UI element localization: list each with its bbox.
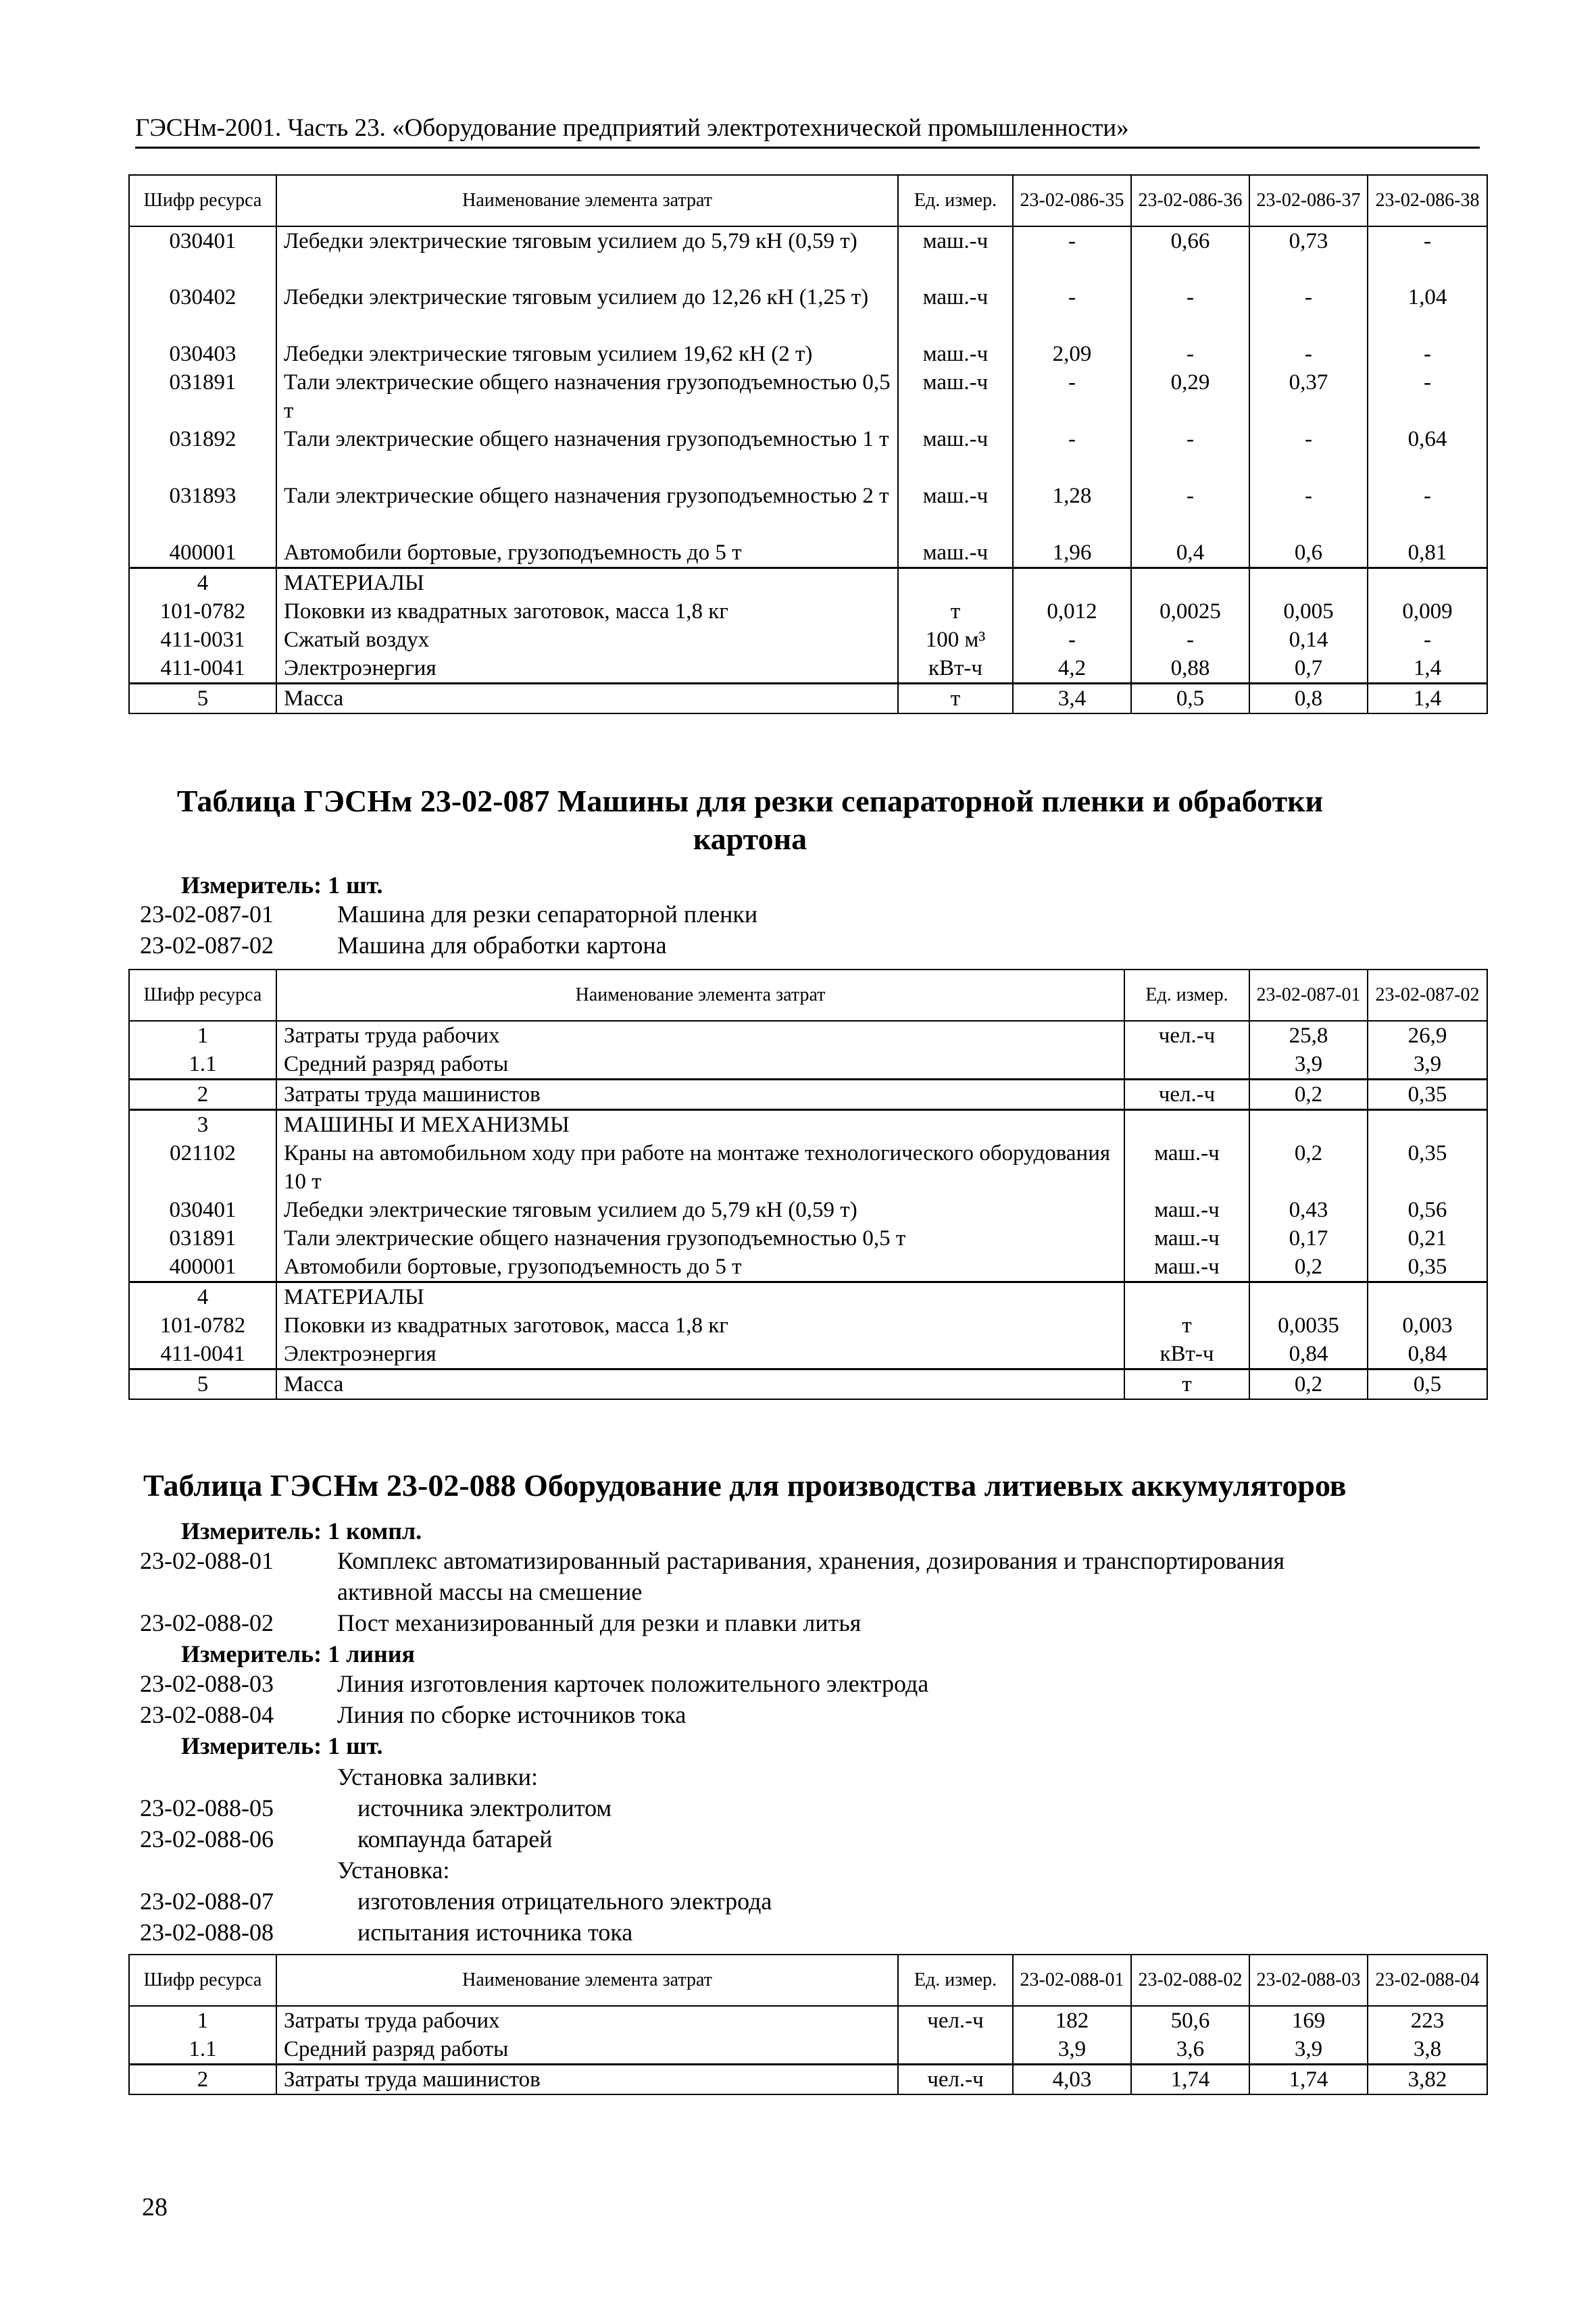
table3-body [129,2006,1487,2094]
resource-code-cell: 4 [129,568,276,598]
table-row [129,1369,1487,1400]
value-cell: - [1249,283,1368,340]
value-cell: 0,84 [1368,1340,1487,1369]
value-cell: - [1013,425,1131,482]
value-cell [1249,568,1368,598]
col-header-086-38: 23-02-086-38 [1368,175,1487,226]
resource-code-cell: 1.1 [129,1050,276,1080]
unit-cell: маш.-ч [1124,1196,1249,1224]
value-cell: - [1131,425,1249,482]
resource-code-cell: 4 [129,1282,276,1312]
table-088-item-6: 23-02-088-06 компаунда батарей [140,1826,553,1853]
unit-cell: чел.-ч [898,2006,1013,2035]
value-cell: 0,37 [1249,368,1368,425]
value-cell: 3,9 [1368,1050,1487,1080]
table-row [129,597,1487,626]
resource-code-cell: 030403 [129,340,276,368]
table-row [129,1050,1487,1080]
table-088-item-2: 23-02-088-02 Пост механизированный для резки и плавки литья [140,1609,862,1636]
table-row [129,1340,1487,1369]
cost-element-cell: МАТЕРИАЛЫ [276,1282,1124,1312]
cost-element-cell: Затраты труда рабочих [276,2006,898,2035]
unit-cell: т [1124,1311,1249,1340]
table-088-item-1: 23-02-088-01 Комплекс автоматизированный растаривания, хранения, дозирования и транспортирования [140,1547,1285,1574]
col-header-086-35: 23-02-086-35 [1013,175,1131,226]
resource-code-cell: 031891 [129,368,276,425]
value-cell: 0,003 [1368,1311,1487,1340]
value-cell [1368,568,1487,598]
unit-cell [1124,1050,1249,1080]
value-cell: - [1131,340,1249,368]
table-088-item-4: 23-02-088-04 Линия по сборке источников тока [140,1701,687,1728]
table-row [129,2065,1487,2095]
col-header-name: Наименование элемента затрат [276,970,1124,1021]
resource-code-cell: 030402 [129,283,276,340]
value-cell: 0,35 [1368,1253,1487,1282]
cost-element-cell: Тали электрические общего назначения грузоподъемностью 0,5 т [276,368,898,425]
value-cell: 0,88 [1131,654,1249,684]
value-cell: 223 [1368,2006,1487,2035]
unit-cell: маш.-ч [898,368,1013,425]
cost-element-cell: Лебедки электрические тяговым усилием до 5,79 кН (0,59 т) [276,1196,1124,1224]
resource-code-cell: 101-0782 [129,1311,276,1340]
table-row [129,283,1487,340]
table-row [129,226,1487,283]
value-cell: - [1013,226,1131,283]
value-cell: 0,21 [1368,1224,1487,1253]
cost-element-cell: МАТЕРИАЛЫ [276,568,898,598]
unit-cell: маш.-ч [1124,1139,1249,1196]
unit-cell: т [898,597,1013,626]
col-header-code: Шифр ресурса [129,970,276,1021]
value-cell: - [1368,482,1487,538]
cost-element-cell: Масса [276,684,898,714]
unit-cell: маш.-ч [1124,1253,1249,1282]
cost-element-cell: Затраты труда машинистов [276,2065,898,2095]
value-cell: 1,28 [1013,482,1131,538]
value-cell: 0,0035 [1249,1311,1368,1340]
unit-cell: кВт-ч [1124,1340,1249,1369]
table-row [129,340,1487,368]
table-086-continued [128,174,1488,714]
resource-code-cell: 411-0031 [129,626,276,654]
unit-cell [1124,1282,1249,1312]
value-cell: 0,35 [1368,1139,1487,1196]
col-header-unit: Ед. измер. [1124,970,1249,1021]
resource-code-cell: 030401 [129,226,276,283]
cost-element-cell: Масса [276,1369,1124,1400]
resource-code-cell: 031891 [129,1224,276,1253]
value-cell: 0,2 [1249,1253,1368,1282]
value-cell: - [1013,626,1131,654]
value-cell: - [1131,482,1249,538]
unit-cell: чел.-ч [898,2065,1013,2095]
value-cell: 0,6 [1249,538,1368,568]
resource-code-cell: 1 [129,1021,276,1050]
value-cell: 1,4 [1368,654,1487,684]
value-cell: 1,74 [1131,2065,1249,2095]
table-088-group-1: Установка заливки: [337,1763,538,1790]
value-cell: 0,84 [1249,1340,1368,1369]
cost-element-cell: Средний разряд работы [276,2035,898,2065]
running-header: ГЭСНм-2001. Часть 23. «Оборудование предприятий электротехнической промышленности» [135,114,1480,149]
unit-cell: маш.-ч [898,538,1013,568]
cost-element-cell: Автомобили бортовые, грузоподъемность до 5 т [276,538,898,568]
resource-code-cell: 411-0041 [129,654,276,684]
value-cell: 3,4 [1013,684,1131,714]
resource-code-cell: 031893 [129,482,276,538]
col-header-unit: Ед. измер. [898,175,1013,226]
value-cell: - [1013,368,1131,425]
resource-code-cell: 411-0041 [129,1340,276,1369]
table-087-item-2: 23-02-087-02 Машина для обработки картона [140,932,667,959]
col-header-name: Наименование элемента затрат [276,1955,898,2006]
page-number: 28 [142,2193,168,2221]
value-cell: 1,04 [1368,283,1487,340]
unit-cell: чел.-ч [1124,1080,1249,1110]
cost-element-cell: МАШИНЫ И МЕХАНИЗМЫ [276,1110,1124,1140]
table-row [129,482,1487,538]
value-cell: - [1249,482,1368,538]
unit-cell [1124,1110,1249,1140]
table-087 [128,969,1488,1400]
table-088-item-3: 23-02-088-03 Линия изготовления карточек положительного электрода [140,1670,929,1697]
value-cell: 0,81 [1368,538,1487,568]
col-header-088-03: 23-02-088-03 [1249,1955,1368,2006]
resource-code-cell: 3 [129,1110,276,1140]
cost-element-cell: Поковки из квадратных заготовок, масса 1,8 кг [276,1311,1124,1340]
col-header-code: Шифр ресурса [129,1955,276,2006]
resource-code-cell: 400001 [129,538,276,568]
cost-element-cell: Электроэнергия [276,1340,1124,1369]
value-cell: 3,9 [1249,2035,1368,2065]
unit-cell: т [1124,1369,1249,1400]
value-cell: 0,17 [1249,1224,1368,1253]
resource-code-cell: 400001 [129,1253,276,1282]
value-cell: 3,8 [1368,2035,1487,2065]
table-087-measure: Измеритель: 1 шт. [181,872,383,899]
value-cell: 3,82 [1368,2065,1487,2095]
value-cell: 0,012 [1013,597,1131,626]
table-088 [128,1954,1488,2095]
value-cell: 4,03 [1013,2065,1131,2095]
table-row [129,626,1487,654]
value-cell: 0,009 [1368,597,1487,626]
unit-cell: кВт-ч [898,654,1013,684]
table-088-item-5: 23-02-088-05 источника электролитом [140,1794,612,1821]
resource-code-cell: 1.1 [129,2035,276,2065]
resource-code-cell: 5 [129,684,276,714]
table-row [129,538,1487,568]
table-088-group-2: Установка: [337,1857,450,1884]
value-cell: 0,2 [1249,1369,1368,1400]
unit-cell: маш.-ч [898,340,1013,368]
value-cell [1013,568,1131,598]
table-header-row [129,970,1487,1021]
table-header-row [129,1955,1487,2006]
table-row [129,2006,1487,2035]
value-cell: 0,5 [1131,684,1249,714]
cost-element-cell: Краны на автомобильном ходу при работе на монтаже технологического оборудования 10 т [276,1139,1124,1196]
unit-cell: маш.-ч [898,226,1013,283]
table-087-item-1: 23-02-087-01 Машина для резки сепараторной пленки [140,901,758,928]
value-cell [1368,1282,1487,1312]
value-cell [1249,1282,1368,1312]
table-088-measure-2: Измеритель: 1 линия [181,1640,416,1667]
col-header-unit: Ед. измер. [898,1955,1013,2006]
value-cell: 169 [1249,2006,1368,2035]
cost-element-cell: Затраты труда рабочих [276,1021,1124,1050]
cost-element-cell: Тали электрические общего назначения грузоподъемностью 0,5 т [276,1224,1124,1253]
cost-element-cell: Автомобили бортовые, грузоподъемность до 5 т [276,1253,1124,1282]
col-header-086-37: 23-02-086-37 [1249,175,1368,226]
cost-element-cell: Лебедки электрические тяговым усилием 19,62 кН (2 т) [276,340,898,368]
resource-code-cell: 1 [129,2006,276,2035]
table-row [129,568,1487,598]
cost-element-cell: Тали электрические общего назначения грузоподъемностью 1 т [276,425,898,482]
cost-element-cell: Тали электрические общего назначения грузоподъемностью 2 т [276,482,898,538]
value-cell: 26,9 [1368,1021,1487,1050]
table-row [129,654,1487,684]
value-cell: 0,64 [1368,425,1487,482]
value-cell: 0,35 [1368,1080,1487,1110]
table-row [129,1311,1487,1340]
col-header-087-01: 23-02-087-01 [1249,970,1368,1021]
value-cell: 0,005 [1249,597,1368,626]
col-header-name: Наименование элемента затрат [276,175,898,226]
value-cell: 0,14 [1249,626,1368,654]
value-cell: - [1249,340,1368,368]
table-088-title: Таблица ГЭСНм 23-02-088 Оборудование для производства литиевых аккумуляторов [143,1468,1347,1503]
resource-code-cell: 101-0782 [129,597,276,626]
value-cell: 4,2 [1013,654,1131,684]
value-cell: - [1368,226,1487,283]
value-cell: 3,9 [1013,2035,1131,2065]
value-cell [1249,1110,1368,1140]
resource-code-cell: 021102 [129,1139,276,1196]
table-row [129,1021,1487,1050]
value-cell: 0,0025 [1131,597,1249,626]
unit-cell: маш.-ч [898,482,1013,538]
table-088-measure-3: Измеритель: 1 шт. [181,1732,383,1759]
table-row [129,1139,1487,1196]
table-087-title: Таблица ГЭСНм 23-02-087 Машины для резки сепараторной пленки и обработки картона [176,784,1324,856]
table-row [129,1224,1487,1253]
value-cell: 1,4 [1368,684,1487,714]
table-row [129,1196,1487,1224]
table-row [129,1253,1487,1282]
value-cell: 0,4 [1131,538,1249,568]
unit-cell: чел.-ч [1124,1021,1249,1050]
table-088-measure-1: Измеритель: 1 компл. [181,1517,422,1544]
value-cell: 0,2 [1249,1139,1368,1196]
col-header-088-04: 23-02-088-04 [1368,1955,1487,2006]
value-cell: 0,29 [1131,368,1249,425]
unit-cell: т [898,684,1013,714]
table1-body [129,226,1487,713]
value-cell: 50,6 [1131,2006,1249,2035]
resource-code-cell: 2 [129,2065,276,2095]
unit-cell [898,2035,1013,2065]
value-cell: 0,7 [1249,654,1368,684]
value-cell [1368,1110,1487,1140]
col-header-087-02: 23-02-087-02 [1368,970,1487,1021]
cost-element-cell: Лебедки электрические тяговым усилием до 12,26 кН (1,25 т) [276,283,898,340]
unit-cell: маш.-ч [898,425,1013,482]
col-header-088-01: 23-02-088-01 [1013,1955,1131,2006]
unit-cell: маш.-ч [898,283,1013,340]
value-cell: 182 [1013,2006,1131,2035]
unit-cell: маш.-ч [1124,1224,1249,1253]
table-088-item-7: 23-02-088-07 изготовления отрицательного электрода [140,1888,772,1915]
table-row [129,425,1487,482]
unit-cell [898,568,1013,598]
table-088-item-8: 23-02-088-08 испытания источника тока [140,1919,633,1946]
value-cell: 0,73 [1249,226,1368,283]
value-cell: 2,09 [1013,340,1131,368]
value-cell: - [1249,425,1368,482]
value-cell: 0,5 [1368,1369,1487,1400]
table-088-item-1-cont: активной массы на смешение [337,1578,643,1605]
table-row [129,1282,1487,1312]
table-header-row [129,175,1487,226]
resource-code-cell: 031892 [129,425,276,482]
value-cell: 0,66 [1131,226,1249,283]
table2-body [129,1021,1487,1399]
value-cell: 0,2 [1249,1080,1368,1110]
cost-element-cell: Сжатый воздух [276,626,898,654]
value-cell: - [1131,626,1249,654]
col-header-088-02: 23-02-088-02 [1131,1955,1249,2006]
value-cell [1131,568,1249,598]
unit-cell: 100 м³ [898,626,1013,654]
value-cell: 3,6 [1131,2035,1249,2065]
cost-element-cell: Поковки из квадратных заготовок, масса 1,8 кг [276,597,898,626]
value-cell: 1,74 [1249,2065,1368,2095]
resource-code-cell: 030401 [129,1196,276,1224]
col-header-086-36: 23-02-086-36 [1131,175,1249,226]
value-cell: 3,9 [1249,1050,1368,1080]
table-row [129,1080,1487,1110]
value-cell: - [1368,626,1487,654]
value-cell: 1,96 [1013,538,1131,568]
table-row [129,684,1487,714]
value-cell: 0,43 [1249,1196,1368,1224]
value-cell: 0,56 [1368,1196,1487,1224]
cost-element-cell: Лебедки электрические тяговым усилием до 5,79 кН (0,59 т) [276,226,898,283]
value-cell: - [1131,283,1249,340]
table-row [129,2035,1487,2065]
col-header-code: Шифр ресурса [129,175,276,226]
cost-element-cell: Затраты труда машинистов [276,1080,1124,1110]
resource-code-cell: 2 [129,1080,276,1110]
value-cell: - [1013,283,1131,340]
table-row [129,368,1487,425]
resource-code-cell: 5 [129,1369,276,1400]
cost-element-cell: Средний разряд работы [276,1050,1124,1080]
value-cell: 25,8 [1249,1021,1368,1050]
table-row [129,1110,1487,1140]
value-cell: 0,8 [1249,684,1368,714]
cost-element-cell: Электроэнергия [276,654,898,684]
value-cell: - [1368,368,1487,425]
value-cell: - [1368,340,1487,368]
